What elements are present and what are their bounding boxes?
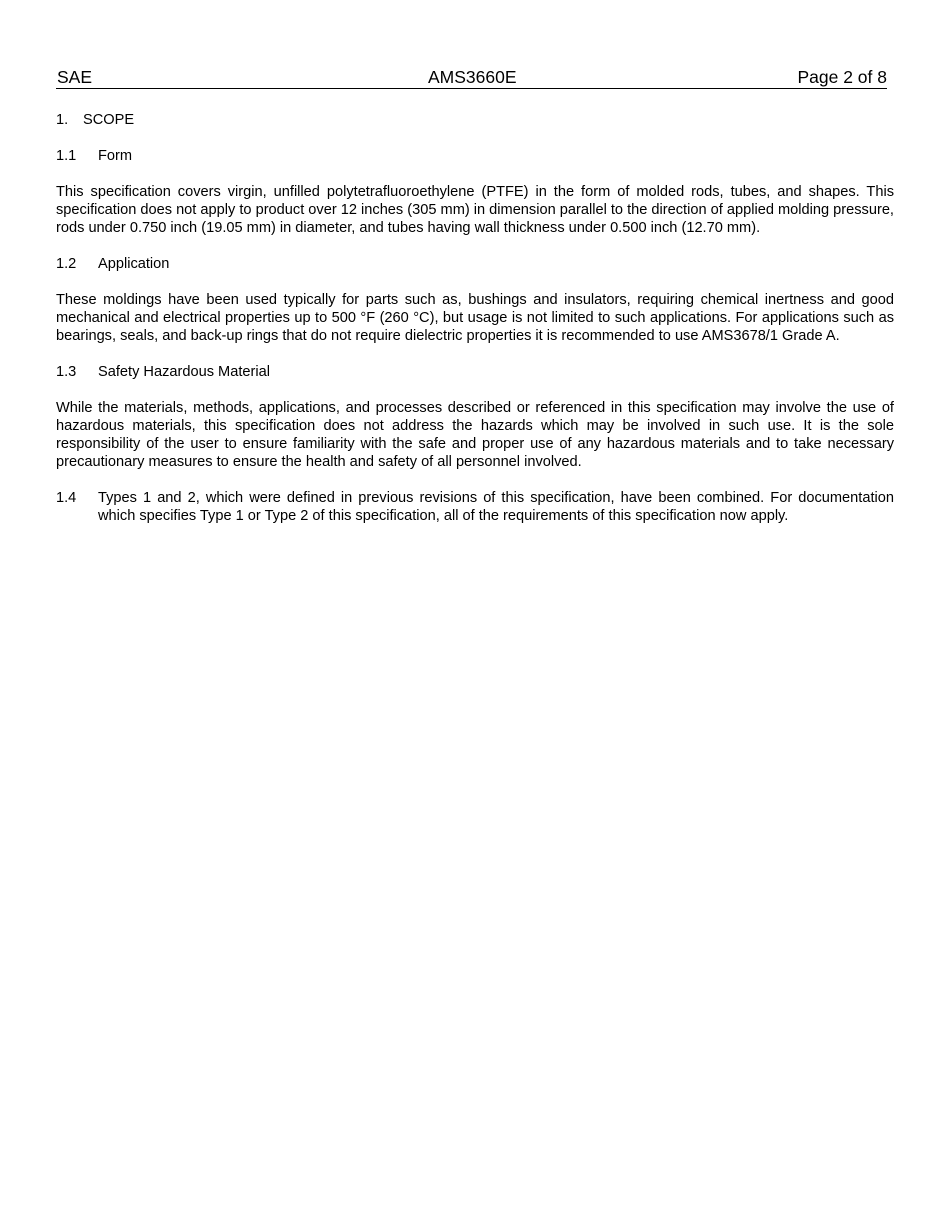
subsection-heading-safety: [56, 363, 894, 381]
subsection-types: [56, 489, 894, 525]
subsection-number: 1.3: [56, 364, 77, 380]
header-page-number: Page 2 of 8: [797, 67, 887, 87]
subsection-title: Safety Hazardous Material: [98, 364, 270, 380]
subsection-heading-form: [56, 147, 894, 165]
paragraph-form: This specification covers virgin, unfilled polytetrafluoroethylene (PTFE) in the form of molded rods, tubes, and shapes. This specification does not apply to product over 12 inches (305 mm) in dimension parallel to the direction of applied molding pressure, rods under 0.750 inch (19.05 mm) in diameter, and tubes having wall thickness under 0.500 inch (12.70 mm).: [56, 184, 894, 236]
subsection-number: 1.4: [56, 490, 77, 506]
paragraph-application: These moldings have been used typically for parts such as, bushings and insulators, requiring chemical inertness and good mechanical and electrical properties up to 500 °F (260 °C), but usage is not limited to such applications. For applications such as bearings, seals, and back-up rings that do not require dielectric properties it is recommended to use AMS3678/1 Grade A.: [56, 292, 894, 344]
header-document-number: AMS3660E: [428, 67, 517, 87]
subsection-title: Form: [98, 148, 133, 164]
subsection-number: 1.2: [56, 256, 77, 272]
section-number: 1.: [56, 112, 69, 128]
subsection-title: Application: [98, 256, 170, 272]
section-heading-scope: [56, 111, 894, 129]
section-title: SCOPE: [83, 112, 135, 128]
header-organization: SAE: [57, 67, 93, 87]
paragraph-types: Types 1 and 2, which were defined in previous revisions of this specification, have been combined. For documentation which specifies Type 1 or Type 2 of this specification, all of the requirements of this specification now apply.: [98, 490, 894, 524]
subsection-number: 1.1: [56, 148, 77, 164]
page-header: [56, 67, 887, 89]
paragraph-safety: While the materials, methods, applications, and processes described or referenced in this specification may involve the use of hazardous materials, this specification does not address the hazards which may be involved in such use. It is the sole responsibility of the user to ensure familiarity with the safe and proper use of any hazardous materials and to take necessary precautionary measures to ensure the health and safety of all personnel involved.: [56, 400, 894, 470]
document-body: [56, 111, 894, 543]
subsection-heading-application: [56, 255, 894, 273]
